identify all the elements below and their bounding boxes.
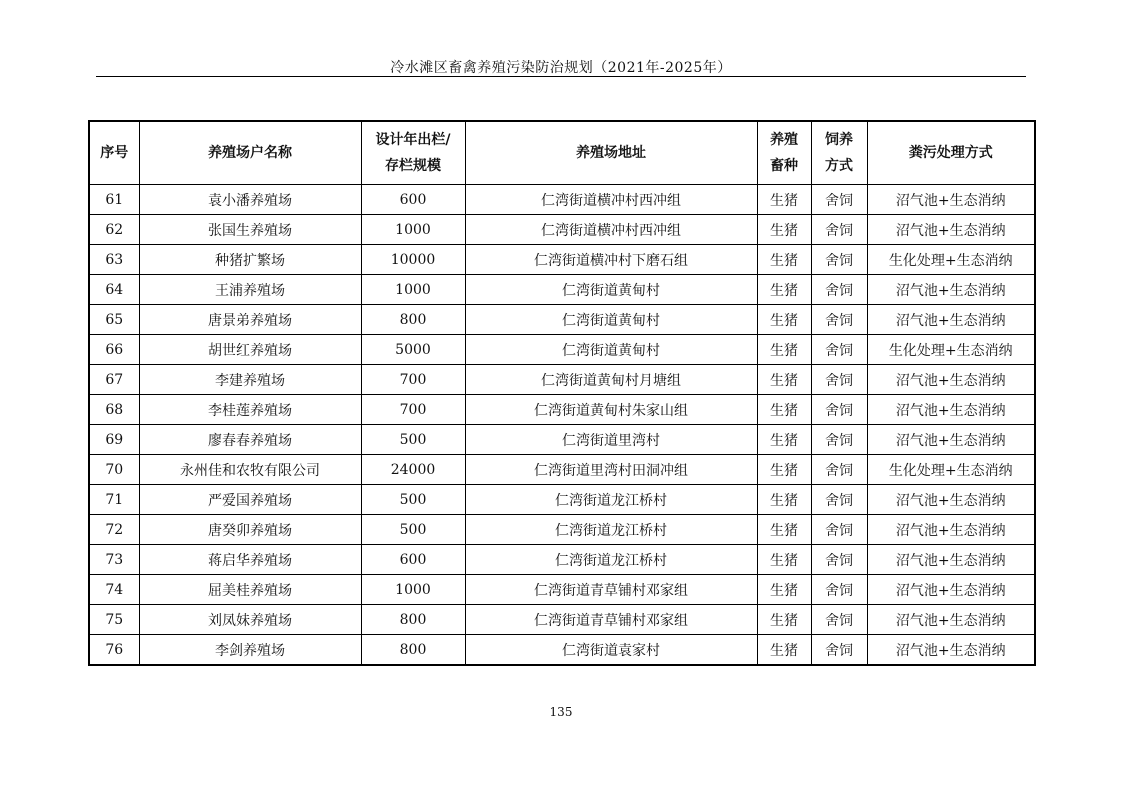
table-cell: 仁湾街道里湾村 [465, 425, 757, 455]
header-divider [96, 76, 1026, 77]
table-cell: 唐景弟养殖场 [139, 305, 361, 335]
table-cell: 沼气池+生态消纳 [867, 485, 1035, 515]
table-cell: 仁湾街道黄甸村朱家山组 [465, 395, 757, 425]
column-header [361, 121, 465, 185]
table-cell: 唐癸卯养殖场 [139, 515, 361, 545]
table-cell: 65 [89, 305, 139, 335]
table-cell: 生猪 [757, 455, 811, 485]
column-header [465, 121, 757, 185]
table-cell: 袁小潘养殖场 [139, 185, 361, 215]
table-cell: 生猪 [757, 395, 811, 425]
table-cell: 800 [361, 605, 465, 635]
table-cell: 67 [89, 365, 139, 395]
table-cell: 仁湾街道横冲村西冲组 [465, 185, 757, 215]
table-cell: 屈美桂养殖场 [139, 575, 361, 605]
table-cell: 沼气池+生态消纳 [867, 275, 1035, 305]
table-cell: 舍饲 [811, 185, 867, 215]
column-header-text: 饲养 [825, 132, 853, 148]
table-row [89, 635, 1035, 666]
table-cell: 李桂莲养殖场 [139, 395, 361, 425]
table-cell: 李建养殖场 [139, 365, 361, 395]
table-cell: 生化处理+生态消纳 [867, 245, 1035, 275]
table-cell: 严爱国养殖场 [139, 485, 361, 515]
table-cell: 舍饲 [811, 515, 867, 545]
table-cell: 5000 [361, 335, 465, 365]
table-cell: 72 [89, 515, 139, 545]
table-cell: 生化处理+生态消纳 [867, 455, 1035, 485]
table-cell: 仁湾街道黄甸村月塘组 [465, 365, 757, 395]
livestock-farm-table [88, 120, 1036, 666]
table-row [89, 395, 1035, 425]
table-row [89, 185, 1035, 215]
table-cell: 500 [361, 515, 465, 545]
column-header [757, 121, 811, 185]
table-cell: 生猪 [757, 575, 811, 605]
table-row [89, 335, 1035, 365]
table-cell: 69 [89, 425, 139, 455]
table-cell: 沼气池+生态消纳 [867, 425, 1035, 455]
table-cell: 仁湾街道青草铺村邓家组 [465, 605, 757, 635]
table-cell: 舍饲 [811, 335, 867, 365]
table-cell: 10000 [361, 245, 465, 275]
table-cell: 仁湾街道龙江桥村 [465, 545, 757, 575]
table-cell: 73 [89, 545, 139, 575]
table-cell: 仁湾街道黄甸村 [465, 335, 757, 365]
table-cell: 66 [89, 335, 139, 365]
table-cell: 永州佳和农牧有限公司 [139, 455, 361, 485]
table-row [89, 215, 1035, 245]
table-cell: 沼气池+生态消纳 [867, 305, 1035, 335]
table-cell: 生猪 [757, 605, 811, 635]
column-header [867, 121, 1035, 185]
table-row [89, 305, 1035, 335]
table-cell: 仁湾街道里湾村田洞冲组 [465, 455, 757, 485]
table-cell: 仁湾街道袁家村 [465, 635, 757, 666]
table-cell: 700 [361, 365, 465, 395]
column-header-text: 粪污处理方式 [908, 145, 993, 161]
table-cell: 生猪 [757, 335, 811, 365]
table-cell: 生猪 [757, 515, 811, 545]
table-cell: 生猪 [757, 305, 811, 335]
page-header-title: 冷水滩区畜禽养殖污染防治规划（2021年-2025年） [390, 60, 732, 76]
table-cell: 75 [89, 605, 139, 635]
column-header [89, 121, 139, 185]
table-cell: 仁湾街道黄甸村 [465, 275, 757, 305]
table-cell: 胡世红养殖场 [139, 335, 361, 365]
table-cell: 62 [89, 215, 139, 245]
table-cell: 舍饲 [811, 485, 867, 515]
table-cell: 舍饲 [811, 215, 867, 245]
table-row [89, 365, 1035, 395]
column-header [139, 121, 361, 185]
table-row [89, 485, 1035, 515]
table-cell: 仁湾街道黄甸村 [465, 305, 757, 335]
table-cell: 800 [361, 635, 465, 666]
table-cell: 舍饲 [811, 575, 867, 605]
table-cell: 仁湾街道龙江桥村 [465, 485, 757, 515]
table-cell: 70 [89, 455, 139, 485]
table-row [89, 545, 1035, 575]
table-row [89, 275, 1035, 305]
table-cell: 生猪 [757, 275, 811, 305]
table-cell: 1000 [361, 275, 465, 305]
column-header [811, 121, 867, 185]
table-cell: 沼气池+生态消纳 [867, 365, 1035, 395]
table-cell: 800 [361, 305, 465, 335]
table-cell: 生猪 [757, 215, 811, 245]
table-cell: 1000 [361, 215, 465, 245]
table-cell: 沼气池+生态消纳 [867, 395, 1035, 425]
table-cell: 沼气池+生态消纳 [867, 575, 1035, 605]
column-header-text: 设计年出栏/ [375, 132, 451, 148]
column-header-text: 养殖场户名称 [208, 145, 292, 161]
table-cell: 生猪 [757, 425, 811, 455]
table-cell: 74 [89, 575, 139, 605]
table-cell: 仁湾街道横冲村下磨石组 [465, 245, 757, 275]
table-row [89, 575, 1035, 605]
table-cell: 刘凤妹养殖场 [139, 605, 361, 635]
table-cell: 600 [361, 545, 465, 575]
table-cell: 沼气池+生态消纳 [867, 545, 1035, 575]
table-cell: 仁湾街道青草铺村邓家组 [465, 575, 757, 605]
table-cell: 24000 [361, 455, 465, 485]
column-header-text: 畜种 [770, 158, 798, 174]
table-cell: 76 [89, 635, 139, 666]
table-cell: 舍饲 [811, 605, 867, 635]
table-cell: 舍饲 [811, 365, 867, 395]
table-cell: 63 [89, 245, 139, 275]
table-cell: 生猪 [757, 245, 811, 275]
table-row [89, 515, 1035, 545]
table-cell: 王浦养殖场 [139, 275, 361, 305]
table-cell: 71 [89, 485, 139, 515]
table-body [89, 185, 1035, 666]
table-header-row [89, 121, 1035, 185]
table-cell: 种猪扩繁场 [139, 245, 361, 275]
table-cell: 舍饲 [811, 545, 867, 575]
column-header-text: 养殖 [770, 132, 798, 148]
table-cell: 1000 [361, 575, 465, 605]
table-cell: 61 [89, 185, 139, 215]
table-cell: 沼气池+生态消纳 [867, 185, 1035, 215]
table-row [89, 245, 1035, 275]
table-cell: 沼气池+生态消纳 [867, 515, 1035, 545]
table-cell: 舍饲 [811, 245, 867, 275]
column-header-text: 序号 [100, 145, 129, 161]
column-header-text: 存栏规模 [385, 158, 441, 174]
table-cell: 舍饲 [811, 425, 867, 455]
table-cell: 生猪 [757, 545, 811, 575]
table-cell: 500 [361, 425, 465, 455]
table-cell: 64 [89, 275, 139, 305]
table-cell: 蒋启华养殖场 [139, 545, 361, 575]
table-row [89, 425, 1035, 455]
table-cell: 张国生养殖场 [139, 215, 361, 245]
table-cell: 廖春春养殖场 [139, 425, 361, 455]
column-header-text: 方式 [825, 158, 853, 174]
page-number: 135 [549, 705, 573, 719]
table-cell: 舍饲 [811, 455, 867, 485]
table-cell: 生猪 [757, 365, 811, 395]
table-cell: 68 [89, 395, 139, 425]
table-cell: 生猪 [757, 185, 811, 215]
table-cell: 仁湾街道龙江桥村 [465, 515, 757, 545]
table-cell: 沼气池+生态消纳 [867, 605, 1035, 635]
table-cell: 李剑养殖场 [139, 635, 361, 666]
table-cell: 沼气池+生态消纳 [867, 635, 1035, 666]
table-cell: 生猪 [757, 485, 811, 515]
table-row [89, 605, 1035, 635]
table-row [89, 455, 1035, 485]
table-cell: 500 [361, 485, 465, 515]
column-header-text: 养殖场地址 [576, 145, 646, 161]
table-cell: 舍饲 [811, 275, 867, 305]
table-cell: 舍饲 [811, 395, 867, 425]
table-cell: 生化处理+生态消纳 [867, 335, 1035, 365]
table-cell: 700 [361, 395, 465, 425]
table-cell: 600 [361, 185, 465, 215]
table-cell: 舍饲 [811, 305, 867, 335]
table-cell: 生猪 [757, 635, 811, 666]
table-cell: 仁湾街道横冲村西冲组 [465, 215, 757, 245]
table-cell: 沼气池+生态消纳 [867, 215, 1035, 245]
table-cell: 舍饲 [811, 635, 867, 666]
